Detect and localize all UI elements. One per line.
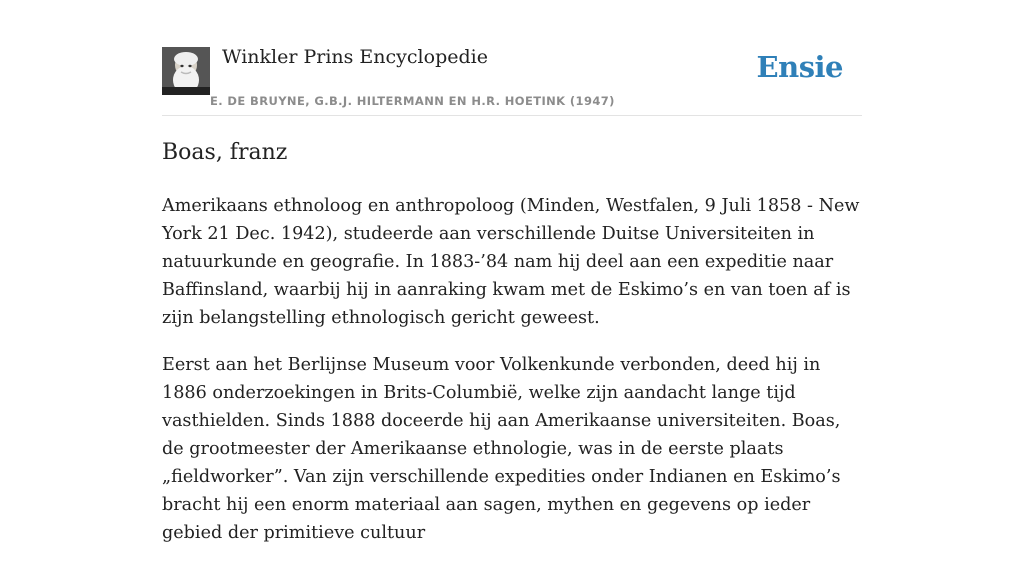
- ensie-logo-link[interactable]: Ensie: [756, 50, 843, 84]
- content-container: [162, 0, 862, 543]
- header: [162, 0, 862, 116]
- entry-paragraph: Eerst aan het Berlijnse Museum voor Volkenkunde verbonden, deed hij in 1886 onderzoekingen in Brits-Columbië, welke zijn aandacht lange tijd vasthielden. Sinds 1888 doceerde hij aan Amerikaanse universiteiten. Boas, de grootmeester der Amerikaanse ethnologie, was in de eerste plaats „fieldworker”. Van zijn verschillende expedities onder Indianen en Eskimo’s bracht hij een enorm materiaal aan sagen, mythen en gegevens op ieder gebied der primitieve cultuur: [162, 355, 841, 543]
- entry-title: Boas, franz: [162, 140, 288, 165]
- encyclopedia-authors: E. DE BRUYNE, G.B.J. HILTERMANN EN H.R. HOETINK (1947): [210, 94, 615, 108]
- entry-paragraph: Amerikaans ethnoloog en anthropoloog (Minden, Westfalen, 9 Juli 1858 - New York 21 Dec. 1942), studeerde aan verschillende Duitse Universiteiten in natuurkunde en geografie. In 1883-’84 nam hij deel aan een expeditie naar Baffinsland, waarbij hij in aanraking kwam met de Eskimo’s en van toen af is zijn belangstelling ethnologisch gericht geweest.: [162, 196, 860, 328]
- entry-body: [162, 192, 862, 566]
- encyclopedia-title[interactable]: Winkler Prins Encyclopedie: [222, 46, 488, 68]
- author-portrait-icon[interactable]: [162, 47, 210, 95]
